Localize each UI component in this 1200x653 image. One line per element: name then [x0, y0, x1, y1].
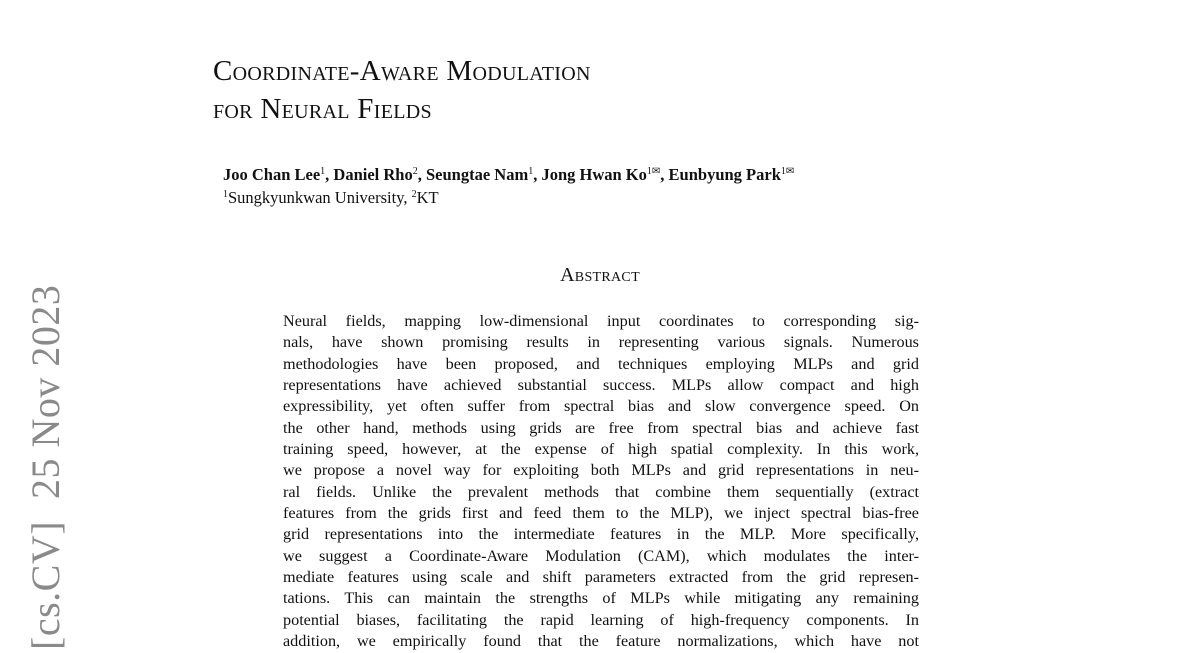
author: Jong Hwan $Ko^{1✉}$ [541, 165, 661, 184]
abstract-line: training speed, however, at the expense of high spatial complexity. In this work, [283, 440, 919, 459]
abstract-body [283, 311, 919, 653]
abstract-line: expressibility, yet often suffer from spectral bias and slow convergence speed. On [283, 397, 919, 416]
affiliation: $^1$Sungkyunkwan University [223, 188, 404, 207]
abstract-line: we propose a novel way for exploiting both MLPs and grid representations in neu- [283, 461, 919, 480]
abstract-line: features from the grids first and feed them to the MLP), we inject spectral bias-free [283, 504, 919, 523]
author: Seungtae Nam$^1$ [425, 165, 534, 184]
abstract-line: ral fields. Unlike the prevalent methods that combine them sequentially (extract [283, 482, 919, 501]
abstract-line: potential biases, facilitating the rapid learning of high-frequency components. In [283, 610, 919, 629]
author: Daniel Rho$^2$ [333, 165, 418, 184]
paper-title [213, 52, 913, 128]
abstract-line: we suggest a Coordinate-Aware Modulation (CAM), which modulates the inter- [283, 546, 919, 565]
abstract-line: the other hand, methods using grids are free from spectral bias and achieve fast [283, 418, 919, 437]
paper-title-line-2: for Neural Fields [213, 93, 432, 125]
abstract-line: Neural fields, mapping low-dimensional input coordinates to corresponding sig- [283, 312, 919, 330]
arxiv-date: 25 Nov 2023 [23, 284, 68, 499]
affiliation: $^2$KT [411, 188, 439, 207]
abstract-line: tations. This can maintain the strengths of MLPs while mitigating any remaining [283, 589, 919, 608]
abstract-line: methodologies have been proposed, and techniques employing MLPs and grid [283, 354, 919, 373]
arxiv-sidebar-stamp [22, 284, 72, 650]
abstract-line: nals, have shown promising results in representing various signals. Numerous [283, 333, 919, 352]
arxiv-category: [cs.CV] [23, 520, 68, 650]
paper-title-line-1: Coordinate-Aware Modulation [213, 55, 591, 87]
affiliations: $^1$Sungkyunkwan University, $^2$KT [223, 188, 439, 207]
abstract-line: grid representations into the intermediate features in the MLP. More specifically, [283, 525, 919, 544]
abstract-line: representations have achieved substantial success. MLPs allow compact and high [283, 376, 919, 395]
abstract-line: addition, we empirically found that the feature normalizations, which have not [283, 632, 919, 651]
author: Eunbyung Park$^{1✉}$ [668, 165, 795, 184]
author-list: Joo Chan Lee$^1$, Daniel Rho$^2$, Seungtae Nam$^1$, Jong Hwan $Ko^{1✉}$, Eunbyung Park$^{1✉}$ [223, 165, 795, 184]
abstract-heading: Abstract [560, 264, 640, 286]
abstract-line: mediate features using scale and shift parameters extracted from the grid represen- [283, 568, 919, 587]
author: Joo Chan Lee$^1$ [223, 165, 326, 184]
arxiv-identifier [22, 285, 70, 650]
